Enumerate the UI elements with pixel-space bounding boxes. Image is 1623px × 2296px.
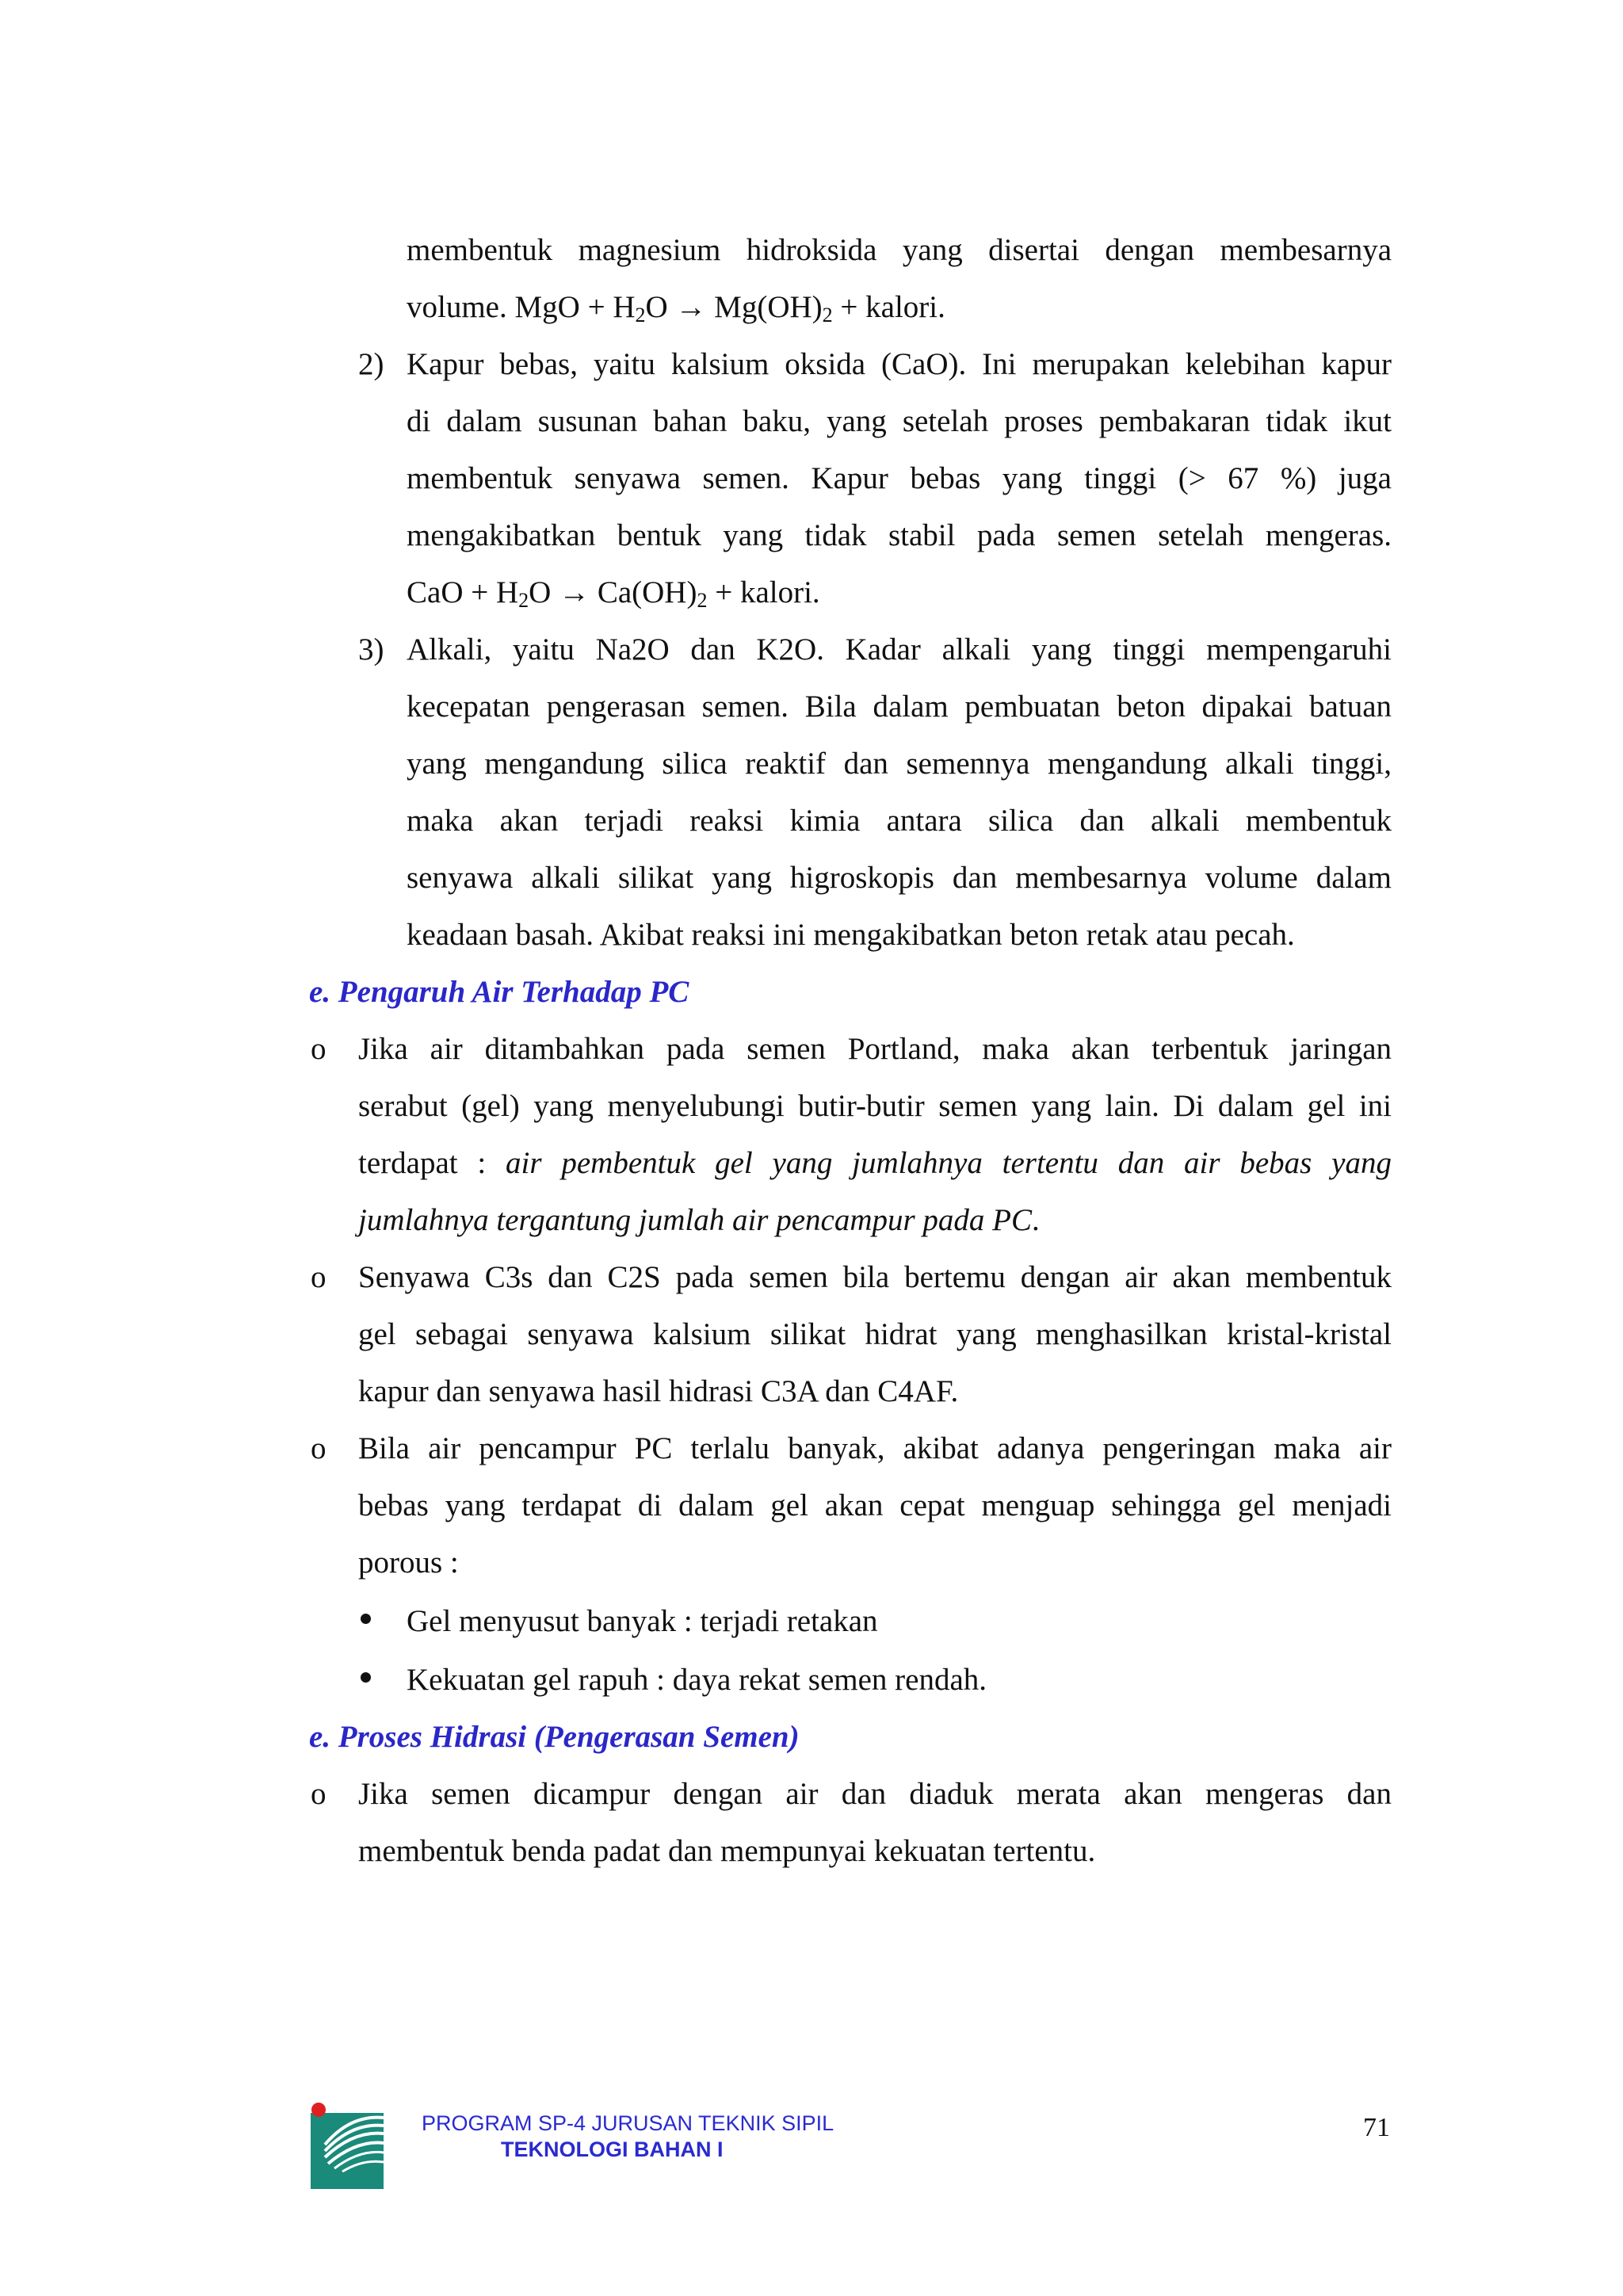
paragraph-line: membentuk benda padat dan mempunyai kekuatan tertentu. [358, 1834, 1096, 1868]
paragraph-line: terdapat : air pembentuk gel yang jumlahnya tertentu dan air bebas yang [358, 1146, 1392, 1180]
continuation-line: membentuk magnesium hidroksida yang disertai dengan membesarnya [407, 233, 1392, 267]
item3-line: senyawa alkali silikat yang higroskopis dan membesarnya volume dalam [407, 861, 1392, 895]
paragraph-line: bebas yang terdapat di dalam gel akan cepat menguap sehingga gel menjadi [358, 1488, 1392, 1522]
paragraph-line: serabut (gel) yang menyelubungi butir-butir semen yang lain. Di dalam gel ini [358, 1089, 1392, 1123]
bullet-marker: o [311, 1431, 327, 1465]
paragraph-line: Bila air pencampur PC terlalu banyak, akibat adanya pengeringan maka air [358, 1431, 1392, 1465]
polytechnic-logo [311, 2099, 390, 2191]
bullet-marker: o [311, 1260, 327, 1294]
page-number: 71 [1363, 2113, 1390, 2142]
paragraph-line: Senyawa C3s dan C2S pada semen bila bertemu dengan air akan membentuk [358, 1260, 1392, 1294]
section-heading-hydration: e. Proses Hidrasi (Pengerasan Semen) [309, 1720, 800, 1754]
paragraph-line: jumlahnya tergantung jumlah air pencampur pada PC. [358, 1203, 1040, 1237]
bullet-marker: o [311, 1032, 327, 1066]
bullet-dot [361, 1672, 371, 1683]
paragraph-line: gel sebagai senyawa kalsium silikat hidrat yang menghasilkan kristal-kristal [358, 1317, 1392, 1351]
item2-line: di dalam susunan bahan baku, yang setelah proses pembakaran tidak ikut [407, 404, 1392, 438]
equation-cao: CaO + $H_2O \to Ca(OH)_2$ + kalori. [407, 575, 820, 612]
paragraph-line: Jika air ditambahkan pada semen Portland, maka akan terbentuk jaringan [358, 1032, 1392, 1066]
item3-line: Alkali, yaitu Na2O dan K2O. Kadar alkali yang tinggi mempengaruhi [407, 632, 1392, 667]
item3-line: keadaan basah. Akibat reaksi ini mengakibatkan beton retak atau pecah. [407, 918, 1295, 952]
section-heading-water: e. Pengaruh Air Terhadap PC [309, 975, 689, 1009]
sub-bullet-item: Gel menyusut banyak : terjadi retakan [407, 1604, 878, 1638]
item2-line: Kapur bebas, yaitu kalsium oksida (CaO). Ini merupakan kelebihan kapur [407, 347, 1392, 381]
footer-course: TEKNOLOGI BAHAN I [501, 2137, 724, 2161]
footer-program: PROGRAM SP-4 JURUSAN TEKNIK SIPIL [422, 2111, 834, 2135]
equation-mgo: volume. MgO + $H_2O \to Mg(OH)_2$ + kalori. [407, 290, 945, 327]
item2-line: membentuk senyawa semen. Kapur bebas yang tinggi (> 67 %) juga [407, 461, 1392, 495]
item3-line: maka akan terjadi reaksi kimia antara silica dan alkali membentuk [407, 804, 1392, 838]
sub-bullet-item: Kekuatan gel rapuh : daya rekat semen rendah. [407, 1663, 987, 1697]
bullet-marker: o [311, 1777, 327, 1811]
paragraph-line: Jika semen dicampur dengan air dan diaduk merata akan mengeras dan [358, 1777, 1392, 1811]
item3-line: kecepatan pengerasan semen. Bila dalam pembuatan beton dipakai batuan [407, 690, 1392, 724]
bullet-dot [361, 1614, 371, 1624]
item2-line: mengakibatkan bentuk yang tidak stabil pada semen setelah mengeras. [407, 518, 1392, 552]
list-marker-2: 2) [358, 347, 384, 381]
paragraph-line: porous : [358, 1545, 459, 1580]
list-marker-3: 3) [358, 632, 384, 667]
paragraph-line: kapur dan senyawa hasil hidrasi C3A dan C4AF. [358, 1374, 959, 1408]
item3-line: yang mengandung silica reaktif dan semennya mengandung alkali tinggi, [407, 747, 1392, 781]
